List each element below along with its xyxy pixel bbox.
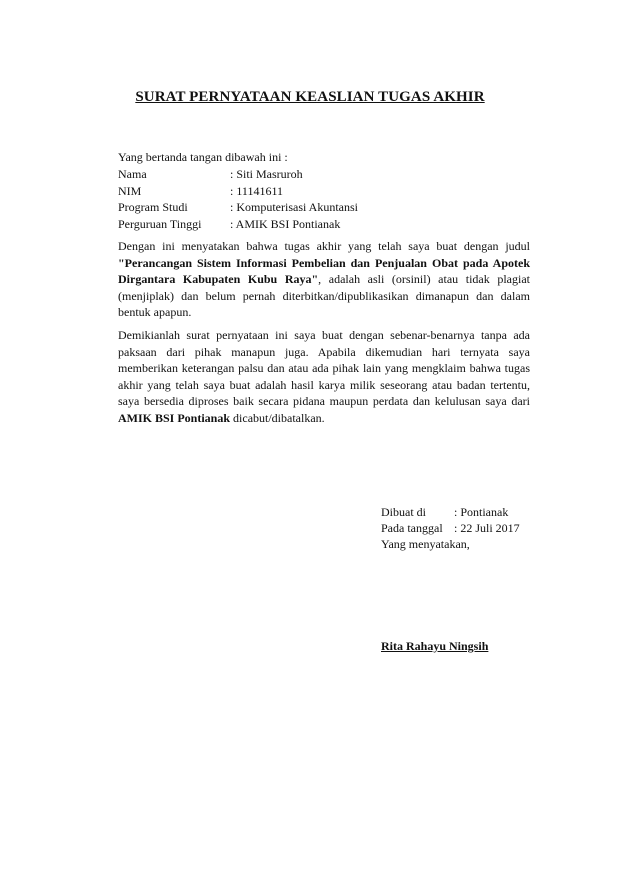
paragraph-text: dicabut/dibatalkan. — [230, 410, 325, 425]
paragraph-text: Dengan ini menyatakan bahwa tugas akhir yang telah saya buat dengan judul — [118, 239, 530, 253]
closing-paragraph — [118, 327, 530, 426]
identity-value: : AMIK BSI Pontianak — [230, 216, 341, 231]
signature-date-row — [381, 521, 541, 537]
signature-block — [381, 505, 541, 553]
intro-text: Yang bertanda tangan dibawah ini : — [118, 150, 288, 164]
institution-name: AMIK BSI Pontianak — [118, 410, 231, 425]
date-value: : 22 Juli 2017 — [454, 521, 520, 535]
declaration-paragraph — [118, 238, 530, 321]
identity-value: : 11141611 — [230, 183, 283, 198]
signer-name: Rita Rahayu Ningsih — [381, 639, 489, 653]
paragraph-text: Demikianlah surat pernyataan ini saya buat dengan sebenar-benarnya tanpa ada paksaan dari pihak manapun juga. Apabila dikemudian hari ternyata saya memberikan keterangan palsu dan atau ada pihak lain yang mengklaim bahwa tugas akhir yang telah saya buat adalah hasil karya milik seseorang atau badan tertentu, saya bersedia diproses baik secara pidana maupun perdata dan kelulusan saya dari — [118, 328, 530, 408]
place-label: Dibuat di — [381, 505, 426, 519]
identity-label: Nama — [118, 167, 147, 181]
identity-value: : Komputerisasi Akuntansi — [230, 200, 358, 214]
date-label: Pada tanggal — [381, 521, 443, 535]
identity-label: Program Studi — [118, 200, 188, 214]
paragraph-text: , adalah asli (orsinil) atau tidak plagiat (menjiplak) dan belum pernah diterbitkan/dipublikasikan dimanapun dan dalam bentuk apapun. — [118, 272, 531, 319]
identity-label: Perguruan Tinggi — [118, 216, 202, 231]
signature-place-row — [381, 505, 541, 521]
closing-text: Yang menyatakan, — [381, 537, 470, 551]
thesis-title: "Perancangan Sistem Informasi Pembelian dan Penjualan Obat pada Apotek Dirgantara Kabupaten Kubu Raya" — [118, 255, 530, 286]
identity-label: NIM — [118, 183, 142, 198]
identity-value: : Siti Masruroh — [230, 167, 303, 181]
place-value: : Pontianak — [454, 505, 509, 519]
document-title: SURAT PERNYATAAN KEASLIAN TUGAS AKHIR — [135, 89, 485, 105]
